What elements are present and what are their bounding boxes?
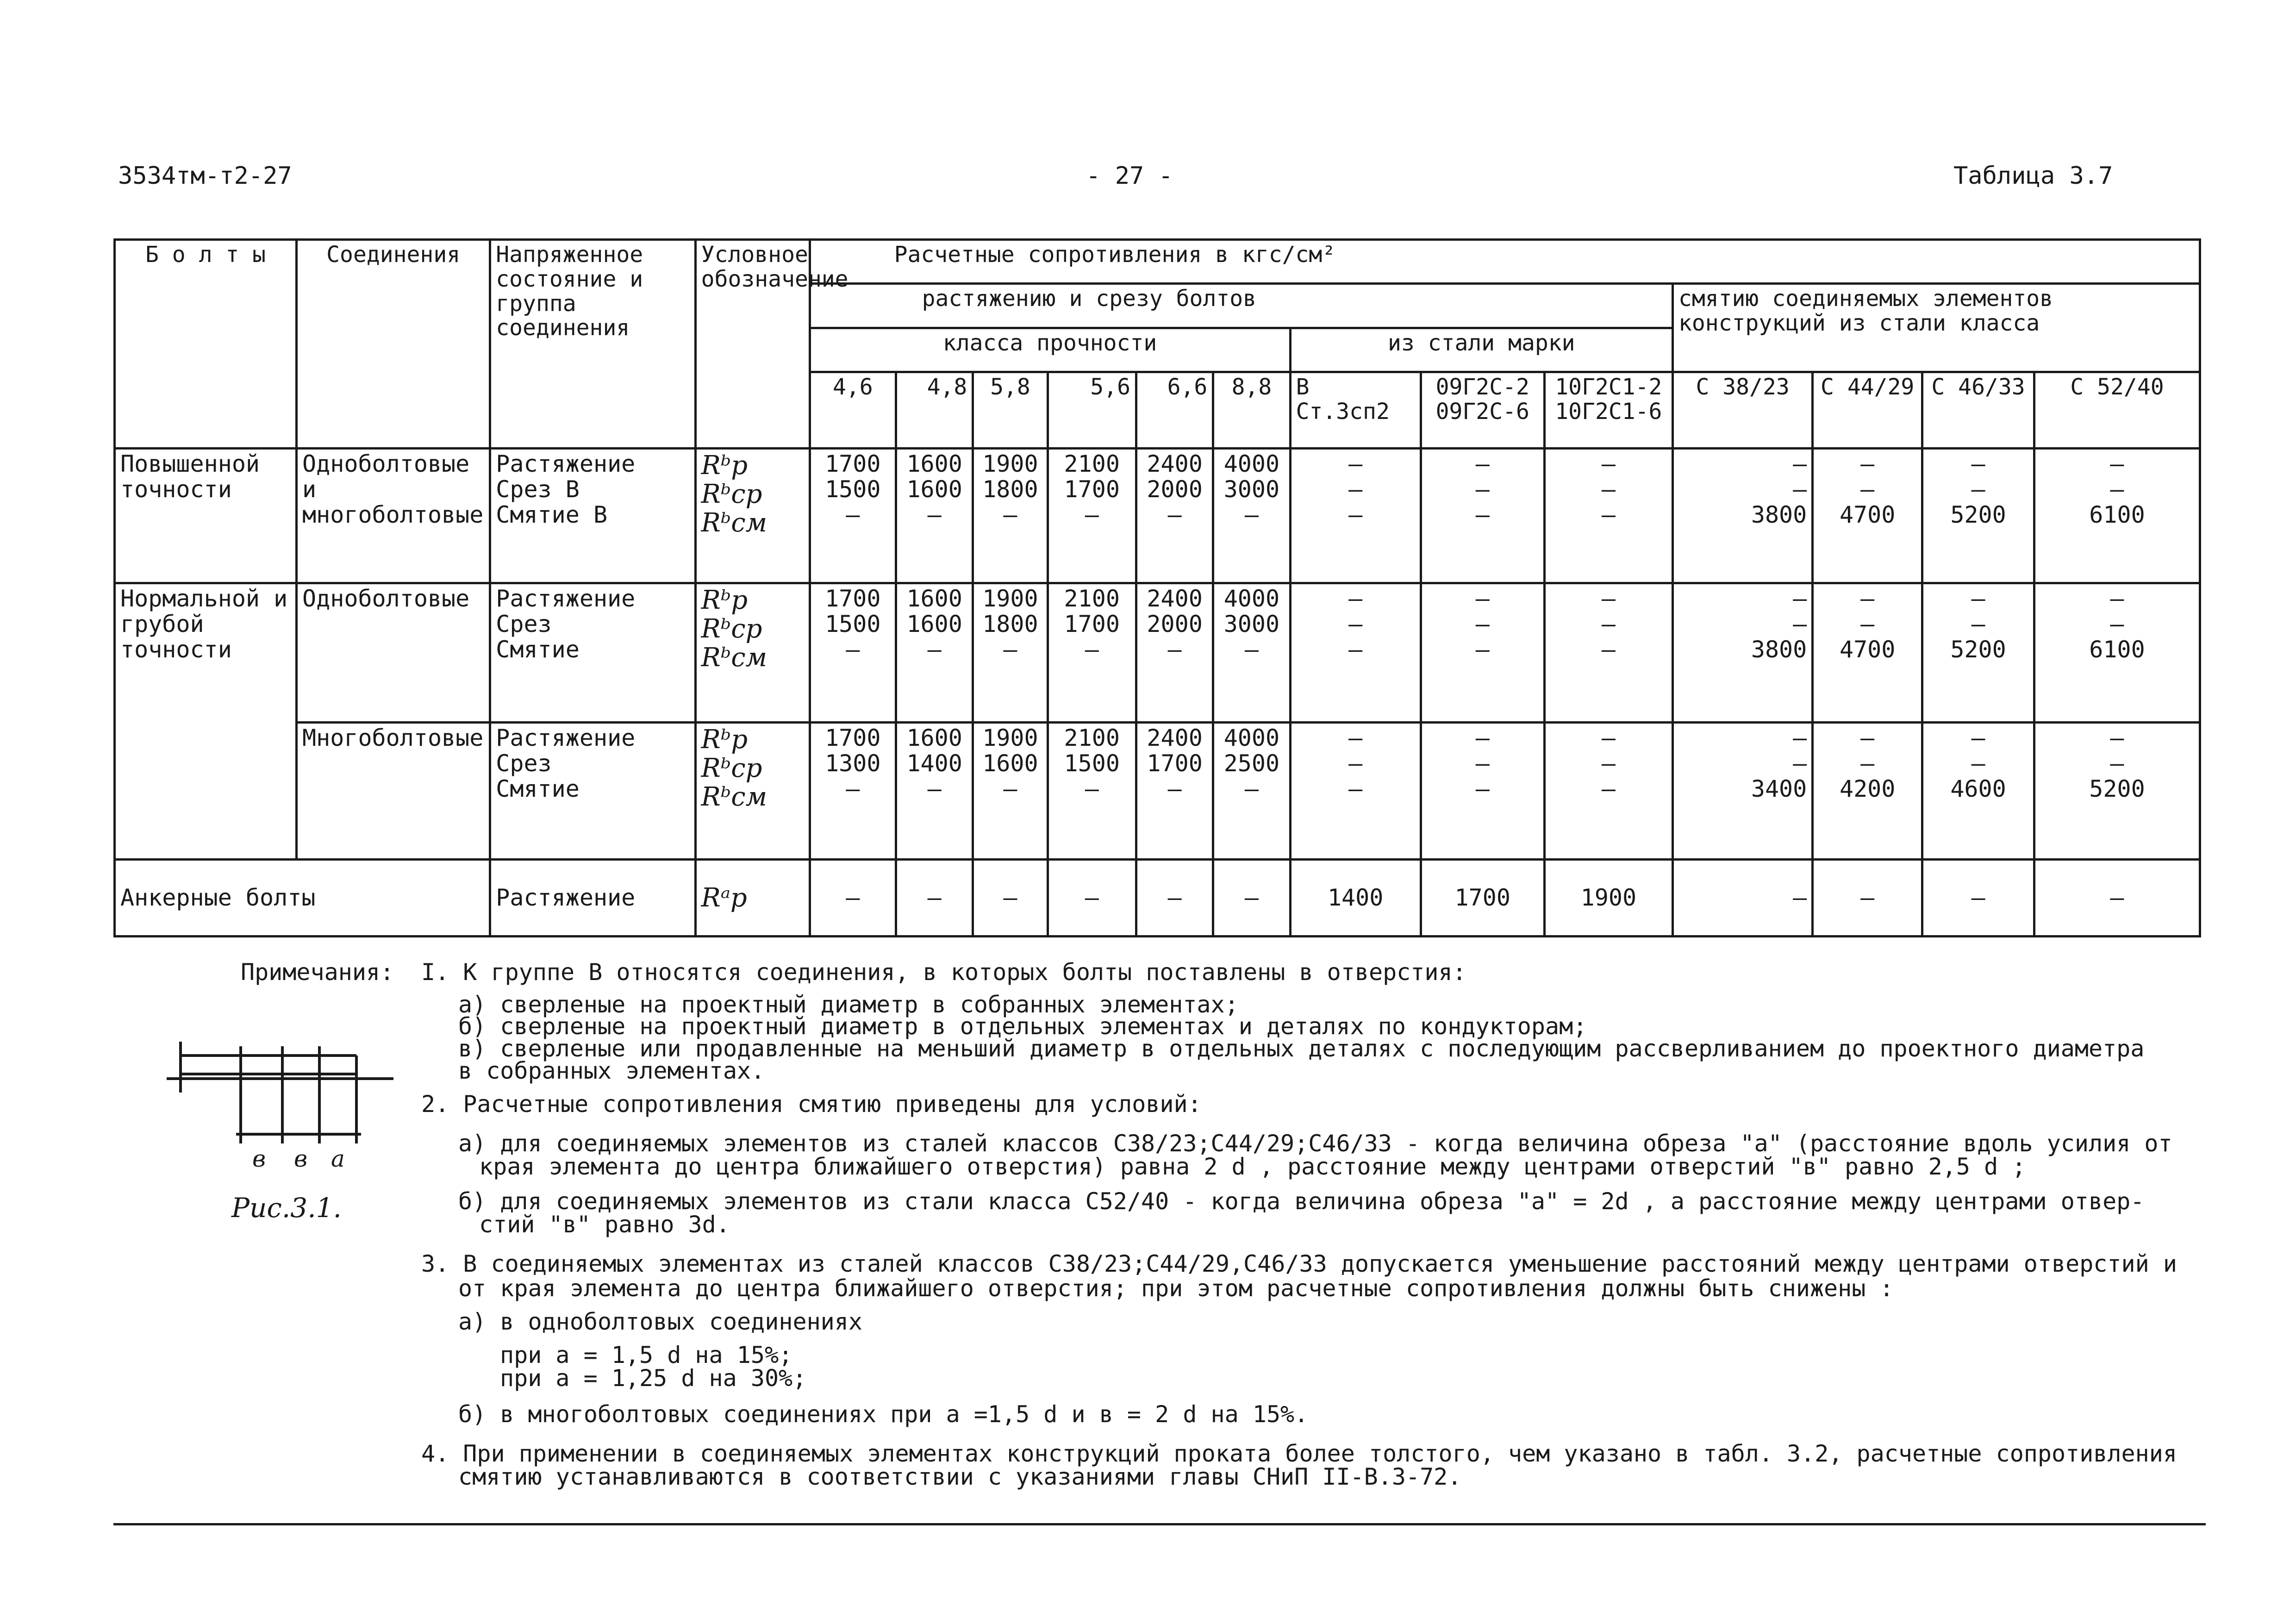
head-tension-shear: растяжению и срезу болтов	[810, 284, 1672, 328]
head-class: 4,8	[896, 372, 973, 449]
head-class: 8,8	[1213, 372, 1290, 449]
value-cell: 1600 1400 –	[896, 723, 973, 860]
value-cell: 1700 1500 –	[810, 449, 896, 583]
note-line: края элемента до центра ближайшего отверстия) равна 2 d , расстояние между центрами отверстий "в" равно 2,5 d ;	[479, 1153, 2026, 1180]
value-cell: – – 5200	[1922, 583, 2034, 723]
value-cell: – – –	[1544, 583, 1672, 723]
note-line: 4. При применении в соединяемых элементах конструкций проката более толстого, чем указано в табл. 3.2, расчетные сопротивления	[421, 1440, 2177, 1467]
symbols: Rᵇp Rᵇcp Rᵇсм	[695, 449, 810, 583]
note-line: при a = 1,5 d на 15%;	[500, 1342, 793, 1368]
notes-block	[113, 944, 2206, 1525]
value-cell: – – 4200	[1813, 723, 1922, 860]
table-row	[115, 449, 2200, 583]
value-cell: 1700	[1421, 860, 1544, 937]
head-class: 5,8	[973, 372, 1048, 449]
head-class: 6,6	[1136, 372, 1213, 449]
head-stress-state: Напряженное состояние и группа соединения	[490, 240, 695, 449]
bolt-type: Нормальной и грубой точности	[115, 583, 297, 860]
value-cell: – – 3800	[1672, 583, 1812, 723]
note-line: смятию устанавливаются в соответствии с указаниями главы СНиП II-В.3-72.	[458, 1463, 1462, 1490]
value-cell: –	[896, 860, 973, 937]
head-steel-class: С 38/23	[1672, 372, 1812, 449]
bolt-type: Анкерные болты	[115, 860, 490, 937]
stress-state: Растяжение	[490, 860, 695, 937]
note-line: I. К группе В относятся соединения, в которых болты поставлены в отверстия:	[421, 959, 1466, 986]
value-cell: – – –	[1421, 449, 1544, 583]
note-line: б) сверленые на проектный диаметр в отдельных элементах и деталях по кондукторам;	[458, 1013, 1587, 1040]
value-cell: – – –	[1290, 583, 1421, 723]
value-cell: 2400 1700 –	[1136, 723, 1213, 860]
head-symbol: Условное обозначение	[695, 240, 810, 449]
table-row	[115, 583, 2200, 723]
note-line: стий "в" равно 3d.	[479, 1211, 730, 1238]
head-bolts: Б о л т ы	[115, 240, 297, 449]
note-line: б) для соединяемых элементов из стали класса С52/40 - когда величина обреза "а" = 2d , а расстояние между центрами отвер-	[458, 1188, 2145, 1215]
value-cell: 1900 1800 –	[973, 449, 1048, 583]
value-cell: 2100 1700 –	[1048, 449, 1136, 583]
value-cell: 1900	[1544, 860, 1672, 937]
value-cell: – – –	[1290, 449, 1421, 583]
value-cell: 1900 1600 –	[973, 723, 1048, 860]
value-cell: – – 6100	[2034, 583, 2200, 723]
note-line: а) сверленые на проектный диаметр в собранных элементах;	[458, 991, 1239, 1018]
value-cell: – – 4700	[1813, 449, 1922, 583]
head-steel-class: С 52/40	[2034, 372, 2200, 449]
connection-type: Многоболтовые	[297, 723, 490, 860]
symbols: Rᵇp Rᵇcp Rᵇсм	[695, 723, 810, 860]
table-label: Таблица 3.7	[1953, 162, 2113, 190]
value-cell: –	[1922, 860, 2034, 937]
value-cell: – – –	[1290, 723, 1421, 860]
value-cell: 2100 1500 –	[1048, 723, 1136, 860]
note-line: а) для соединяемых элементов из сталей классов С38/23;С44/29;С46/33 - когда величина обреза "а" (расстояние вдоль усилия от	[458, 1130, 2172, 1157]
head-steel-class: С 46/33	[1922, 372, 2034, 449]
note-line: от края элемента до центра ближайшего отверстия; при этом расчетные сопротивления должны быть снижены :	[458, 1275, 1894, 1302]
value-cell: –	[1813, 860, 1922, 937]
head-connections: Соединения	[297, 240, 490, 449]
value-cell: –	[1136, 860, 1213, 937]
note-line: в) сверленые или продавленные на меньший диаметр в отдельных деталях с последующим рассверливанием до проектного диаметра	[458, 1035, 2145, 1062]
value-cell: – – 3800	[1672, 449, 1812, 583]
head-grade: 09Г2С-2 09Г2С-6	[1421, 372, 1544, 449]
bolt-type: Повышенной точности	[115, 449, 297, 583]
value-cell: 4000 3000 –	[1213, 449, 1290, 583]
value-cell: –	[1213, 860, 1290, 937]
value-cell: 1400	[1290, 860, 1421, 937]
head-steel-grade: из стали марки	[1290, 328, 1672, 372]
value-cell: – – 5200	[2034, 723, 2200, 860]
value-cell: –	[973, 860, 1048, 937]
head-bearing: смятию соединяемых элементов конструкций из стали класса	[1672, 284, 2200, 372]
stress-states: Растяжение Срез Смятие	[490, 723, 695, 860]
figure-label-a: а	[331, 1145, 345, 1172]
value-cell: – – –	[1544, 723, 1672, 860]
head-grade: В Ст.3сп2	[1290, 372, 1421, 449]
value-cell: – – –	[1544, 449, 1672, 583]
connection-type: Одноболтовые	[297, 583, 490, 723]
value-cell: – – 4700	[1813, 583, 1922, 723]
value-cell: – – –	[1421, 723, 1544, 860]
value-cell: – – 3400	[1672, 723, 1812, 860]
value-cell: 2400 2000 –	[1136, 449, 1213, 583]
note-line: б) в многоболтовых соединениях при a =1,5 d и в = 2 d на 15%.	[458, 1401, 1309, 1428]
value-cell: 1600 1600 –	[896, 449, 973, 583]
stress-states: Растяжение Срез В Смятие В	[490, 449, 695, 583]
value-cell: 4000 3000 –	[1213, 583, 1290, 723]
value-cell: – – 4600	[1922, 723, 2034, 860]
document-code: 3534тм-т2-27	[118, 162, 292, 190]
connection-type: Одноболтовые и многоболтовые	[297, 449, 490, 583]
value-cell: – – 5200	[1922, 449, 2034, 583]
figure-label-b1: в	[252, 1145, 266, 1172]
table-row-anchor	[115, 860, 2200, 937]
design-resistance-table	[113, 238, 2201, 937]
value-cell: – – 6100	[2034, 449, 2200, 583]
table-row	[115, 723, 2200, 860]
head-strength-class: класса прочности	[810, 328, 1290, 372]
page-number: - 27 -	[1086, 162, 1173, 190]
value-cell: 1900 1800 –	[973, 583, 1048, 723]
value-cell: 1700 1300 –	[810, 723, 896, 860]
value-cell: –	[2034, 860, 2200, 937]
value-cell: 1700 1500 –	[810, 583, 896, 723]
value-cell: 1600 1600 –	[896, 583, 973, 723]
notes-title: Примечания:	[241, 959, 394, 986]
value-cell: 2400 2000 –	[1136, 583, 1213, 723]
value-cell: –	[1672, 860, 1812, 937]
value-cell: – – –	[1421, 583, 1544, 723]
figure-caption: Рис.3.1.	[231, 1192, 342, 1224]
head-steel-class: С 44/29	[1813, 372, 1922, 449]
head-grade: 10Г2С1-2 10Г2С1-6	[1544, 372, 1672, 449]
head-class: 5,6	[1048, 372, 1136, 449]
symbols: Rᵇp Rᵇcp Rᵇсм	[695, 583, 810, 723]
note-line: 3. В соединяемых элементах из сталей классов С38/23;С44/29,С46/33 допускается уменьшение расстояний между центрами отверстий и	[421, 1250, 2177, 1277]
stress-states: Растяжение Срез Смятие	[490, 583, 695, 723]
note-line: 2. Расчетные сопротивления смятию приведены для условий:	[421, 1091, 1202, 1118]
head-class: 4,6	[810, 372, 896, 449]
note-line: при a = 1,25 d на 30%;	[500, 1365, 807, 1392]
value-cell: 2100 1700 –	[1048, 583, 1136, 723]
value-cell: –	[810, 860, 896, 937]
note-line: в собранных элементах.	[458, 1057, 765, 1084]
value-cell: –	[1048, 860, 1136, 937]
head-design-resistance: Расчетные сопротивления в кгс/см²	[810, 240, 2200, 284]
value-cell: 4000 2500 –	[1213, 723, 1290, 860]
symbol: Rᵃp	[695, 860, 810, 937]
figure-label-b2: в	[294, 1145, 308, 1172]
note-line: а) в одноболтовых соединениях	[458, 1308, 862, 1335]
